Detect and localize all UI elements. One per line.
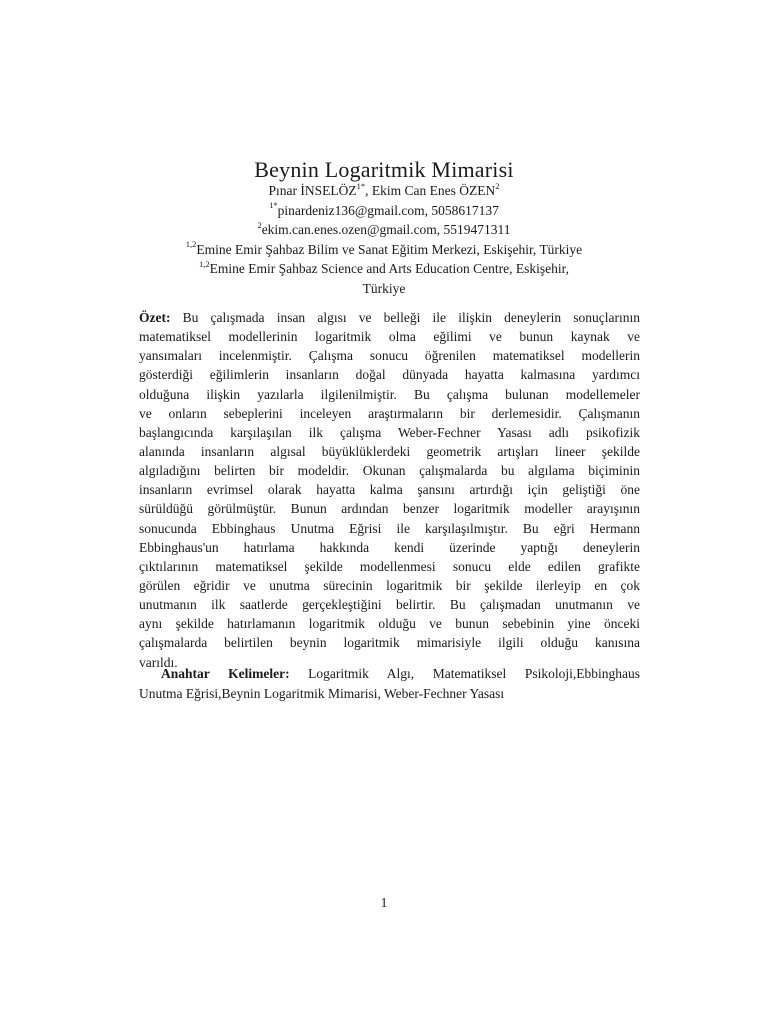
affiliation-1-mark: 1,2: [185, 239, 197, 249]
abstract-line: algıladığını belirten bir modeldir. Okunan çalışmalarda bu algılama biçiminin: [139, 463, 640, 479]
abstract-line: yansımaları incelenmiştir. Çalışma sonucu öğrenilen matematiksel modellerin: [139, 348, 640, 364]
abstract-line-text: Bu çalışmada insan algısı ve belleği ile ilişkin deneylerin sonuçlarının: [170, 310, 640, 325]
abstract-line: görülen eğridir ve unutma sürecinin logaritmik bir şekilde ilerleyip en çok: [139, 577, 640, 593]
author-2-mark: 2: [495, 180, 500, 191]
abstract-line: çıktılarının matematiksel şekilde modellenmesi sonucu elde edilen grafikte: [139, 558, 640, 574]
abstract-line: ve onların sebeplerini inceleyen araştırmaların bir derlemesidir. Çalışmanın: [139, 405, 640, 421]
contact-line-1: [120, 201, 648, 221]
affiliation-line-2: [120, 259, 648, 279]
affiliation-3-text: Türkiye: [362, 280, 406, 296]
author-block: [120, 181, 648, 298]
page-number: 1: [380, 895, 388, 910]
abstract-line: sürüldüğü görülmüştür. Bunun ardından benzer logaritmik modeller arayışının: [139, 501, 640, 517]
keywords: [139, 664, 640, 704]
paper-title: Beynin Logaritmik Mimarisi: [254, 157, 514, 182]
abstract-line: başlangıcında karşılaşılan ilk çalışma Weber-Fechner Yasası adlı psikofizik: [139, 424, 640, 440]
affiliation-line-3: [120, 279, 648, 299]
contact-1-mark: 1*: [269, 200, 278, 210]
keywords-label: Anahtar Kelimeler:: [161, 666, 290, 681]
author-2-name: , Ekim Can Enes ÖZEN: [365, 183, 496, 198]
author-1-mark: 1*: [356, 180, 366, 191]
keywords-line-1: [139, 664, 640, 684]
contact-1-text: pinardeniz136@gmail.com, 5058617137: [277, 202, 499, 218]
abstract-line: olduğuna ilişkin yazılarla ilgilenilmiştir. Bu çalışma bulunan modellemeler: [139, 386, 640, 402]
abstract-line: [139, 308, 640, 327]
abstract-line: matematiksel modellerinin logaritmik olma eğilimi ve bunun kaynak ve: [139, 329, 640, 345]
abstract-line: unutmanın ilk saatlerde gerçekleştiğini belirtir. Bu çalışmadan unutmanın ve: [139, 597, 640, 613]
abstract-line: aynı şekilde hatırlamanın logaritmik olduğu ve bunun sebebinin yine önceki: [139, 616, 640, 632]
abstract-line: varıldı.: [139, 654, 178, 670]
contact-line-2: [120, 220, 648, 240]
abstract-line: çalışmalarda belirtilen beynin logaritmik mimarisiyle ilgili olduğu kanısına: [139, 635, 640, 651]
contact-2-text: ekim.can.enes.ozen@gmail.com, 5519471311: [261, 222, 511, 237]
abstract-line: sonucunda Ebbinghaus Unutma Eğrisi ile karşılaşılmıştır. Bu eğri Hermann: [139, 520, 640, 536]
abstract-line: insanların evrimsel olarak hayatta kalma şansını artırdığı için geliştiği öne: [139, 482, 640, 498]
abstract-line: Ebbinghaus'un hatırlama hakkında kendi üzerinde yaptığı deneylerin: [139, 539, 640, 555]
keywords-text-1: Logaritmik Algı, Matematiksel Psikoloji,Ebbinghaus: [289, 666, 640, 681]
affiliation-2-text: Emine Emir Şahbaz Science and Arts Education Centre, Eskişehir,: [209, 261, 569, 276]
abstract-line: alanında insanların algısal büyüklüklerdeki geometrik artışları lineer şekilde: [139, 443, 640, 459]
abstract: [139, 308, 640, 672]
keywords-line-2: Unutma Eğrisi,Beynin Logaritmik Mimarisi, Weber-Fechner Yasası: [139, 686, 505, 701]
affiliation-line-1: [120, 240, 648, 260]
author-1-name: Pınar İNSELÖZ: [268, 183, 357, 198]
abstract-label: Özet:: [139, 310, 171, 325]
contact-2-mark: 2: [257, 219, 262, 230]
abstract-line: gösterdiği eğilimlerin insanların doğal dünyada hayatta kalmasına yardımcı: [139, 367, 640, 383]
affiliation-1-text: Emine Emir Şahbaz Bilim ve Sanat Eğitim Merkezi, Eskişehir, Türkiye: [196, 241, 583, 257]
affiliation-2-mark: 1,2: [199, 258, 210, 269]
author-line: [120, 181, 648, 201]
